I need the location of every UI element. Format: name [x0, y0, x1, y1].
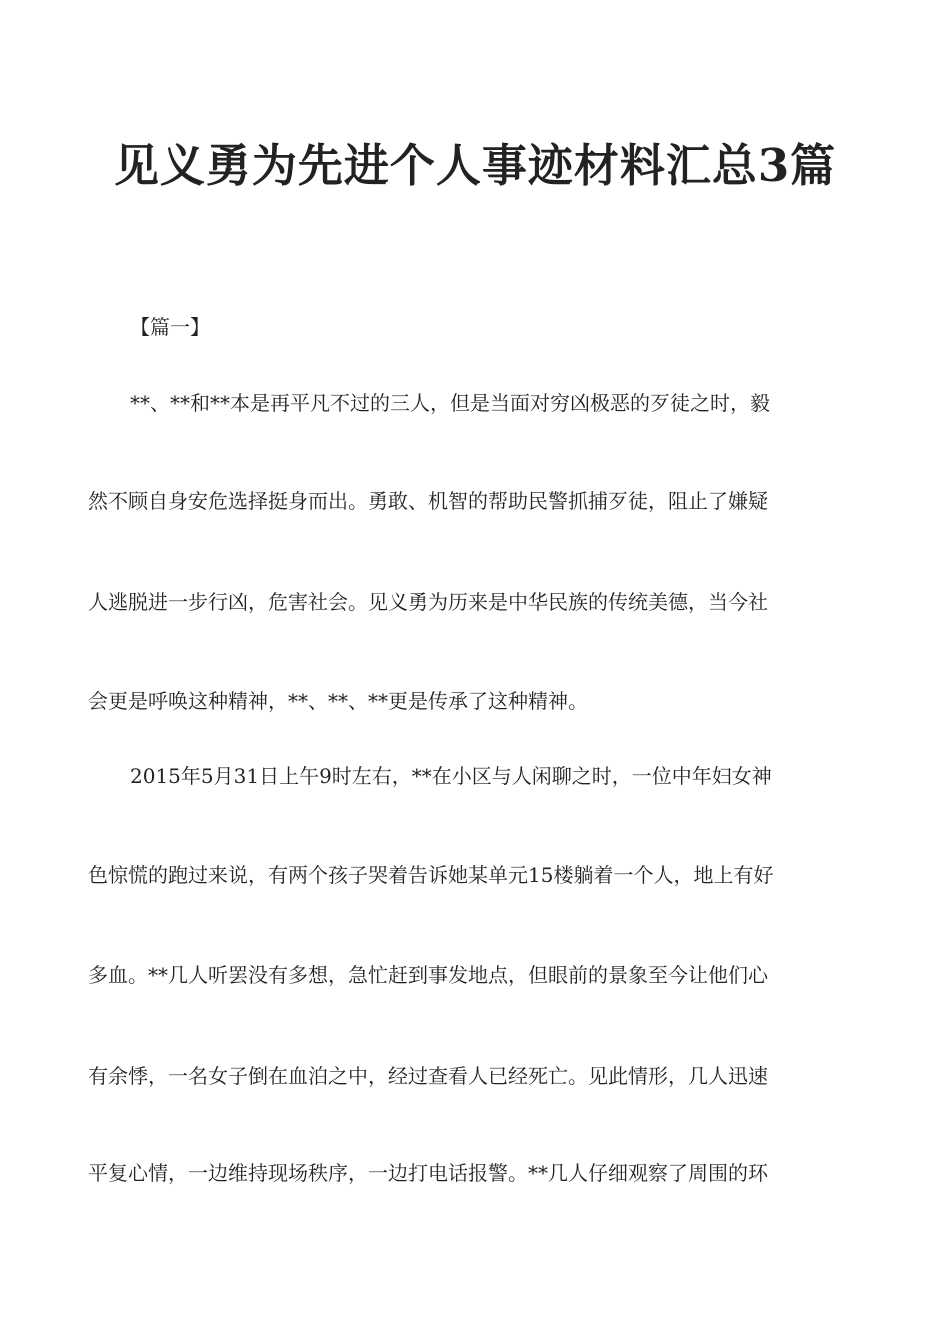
- paragraph-line: 然不顾自身安危选择挺身而出。勇敢、机智的帮助民警抓捕歹徒，阻止了嫌疑: [88, 489, 768, 513]
- paragraph-line: 人逃脱进一步行凶，危害社会。见义勇为历来是中华民族的传统美德，当今社: [88, 590, 768, 614]
- paragraph-line: **、**和**本是再平凡不过的三人，但是当面对穷凶极恶的歹徒之时，毅: [130, 391, 770, 415]
- paragraph-line: 2015年5月31日上午9时左右，**在小区与人闲聊之时，一位中年妇女神: [130, 764, 772, 788]
- paragraph-line: 有余悸，一名女子倒在血泊之中，经过查看人已经死亡。见此情形，几人迅速: [88, 1064, 768, 1088]
- paragraph-line: 色惊慌的跑过来说，有两个孩子哭着告诉她某单元15楼躺着一个人，地上有好: [88, 863, 774, 887]
- paragraph-line: 多血。**几人听罢没有多想，急忙赶到事发地点，但眼前的景象至今让他们心: [88, 963, 768, 987]
- document-title: 见义勇为先进个人事迹材料汇总3篇: [113, 139, 837, 192]
- paragraph-line: 平复心情，一边维持现场秩序，一边打电话报警。**几人仔细观察了周围的环: [88, 1161, 768, 1185]
- section-label: 【篇一】: [130, 315, 210, 339]
- paragraph-line: 会更是呼唤这种精神，**、**、**更是传承了这种精神。: [88, 689, 588, 713]
